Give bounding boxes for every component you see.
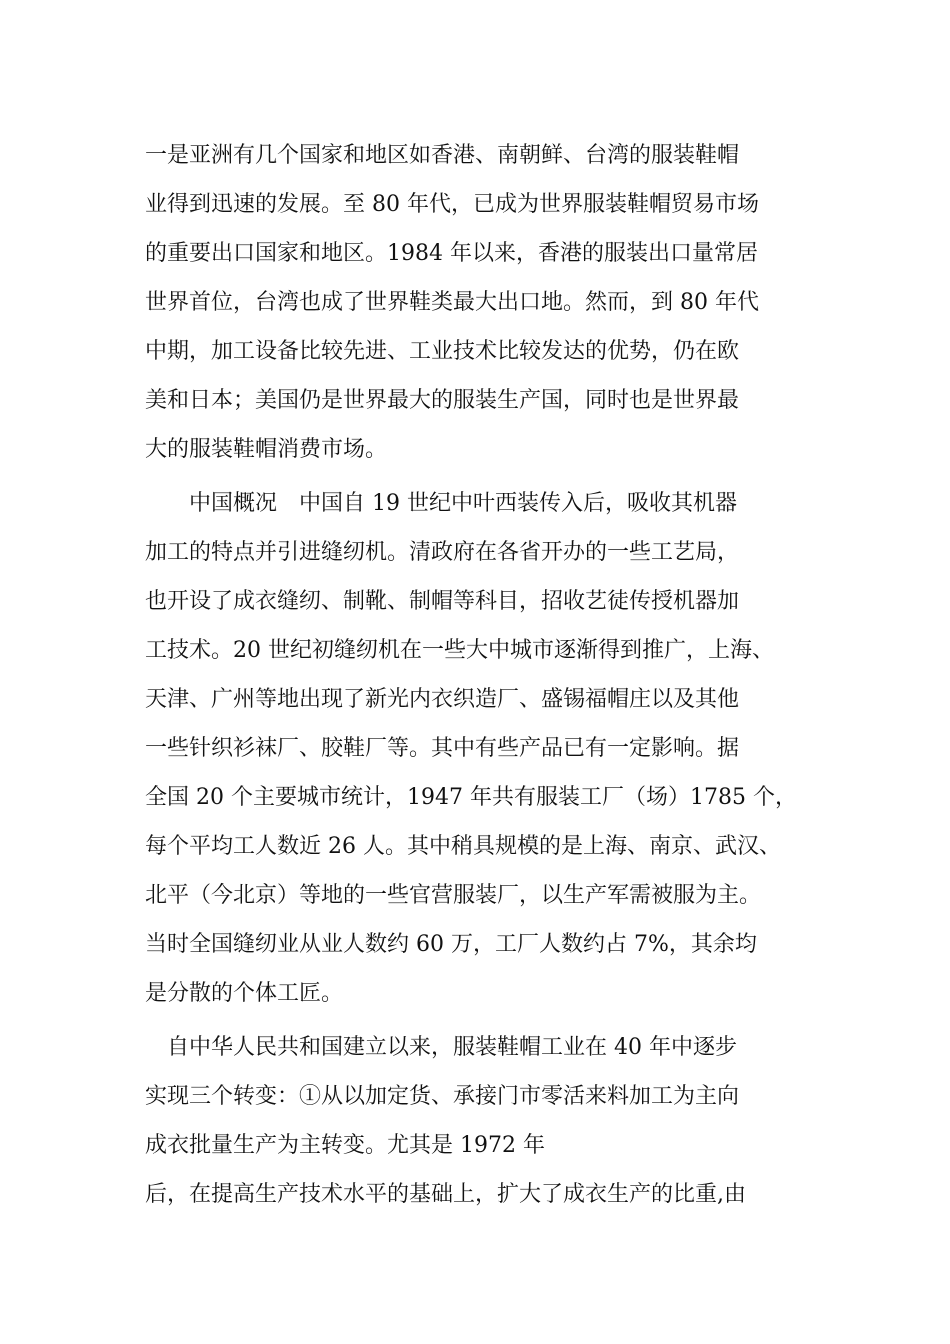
text-line: 一是亚洲有几个国家和地区如香港、南朝鲜、台湾的服装鞋帽 — [145, 143, 740, 168]
text-line: 全国 20 个主要城市统计，1947 年共有服装工厂（场）1785 个， — [145, 785, 797, 810]
text-line: 北平（今北京）等地的一些官营服装厂，以生产军需被服为主。 — [145, 883, 762, 908]
text-line: 是分散的个体工匠。 — [145, 981, 344, 1006]
paragraph — [145, 1023, 825, 1219]
paragraph — [145, 131, 825, 474]
paragraph — [145, 479, 825, 1018]
text-line: 天津、广州等地出现了新光内衣织造厂、盛锡福帽庄以及其他 — [145, 687, 740, 712]
text-line: 自中华人民共和国建立以来，服装鞋帽工业在 40 年中逐步 — [145, 1035, 737, 1060]
text-line: 世界首位，台湾也成了世界鞋类最大出口地。然而，到 80 年代 — [145, 290, 759, 315]
text-line: 后，在提高生产技术水平的基础上，扩大了成衣生产的比重,由 — [145, 1182, 746, 1207]
text-line: 一些针织衫袜厂、胶鞋厂等。其中有些产品已有一定影响。据 — [145, 736, 740, 761]
text-line: 大的服装鞋帽消费市场。 — [145, 437, 388, 462]
text-line: 中期，加工设备比较先进、工业技术比较发达的优势，仍在欧 — [145, 339, 740, 364]
text-line: 的重要出口国家和地区。1984 年以来，香港的服装出口量常居 — [145, 241, 758, 266]
text-line: 加工的特点并引进缝纫机。清政府在各省开办的一些工艺局， — [145, 540, 740, 565]
text-line: 成衣批量生产为主转变。尤其是 1972 年 — [145, 1133, 545, 1158]
text-line: 中国概况 中国自 19 世纪中叶西装传入后，吸收其机器 — [145, 491, 737, 516]
text-line: 美和日本；美国仍是世界最大的服装生产国，同时也是世界最 — [145, 388, 740, 413]
text-line: 工技术。20 世纪初缝纫机在一些大中城市逐渐得到推广，上海、 — [145, 638, 774, 663]
text-line: 每个平均工人数近 26 人。其中稍具规模的是上海、南京、武汉、 — [145, 834, 781, 859]
text-line: 实现三个转变：①从以加定货、承接门市零活来料加工为主向 — [145, 1084, 740, 1109]
text-line: 也开设了成衣缝纫、制靴、制帽等科目，招收艺徒传授机器加 — [145, 589, 740, 614]
text-line: 业得到迅速的发展。至 80 年代，已成为世界服装鞋帽贸易市场 — [145, 192, 759, 217]
text-line: 当时全国缝纫业从业人数约 60 万，工厂人数约占 7%，其余均 — [145, 932, 757, 957]
document-body — [145, 131, 825, 1219]
